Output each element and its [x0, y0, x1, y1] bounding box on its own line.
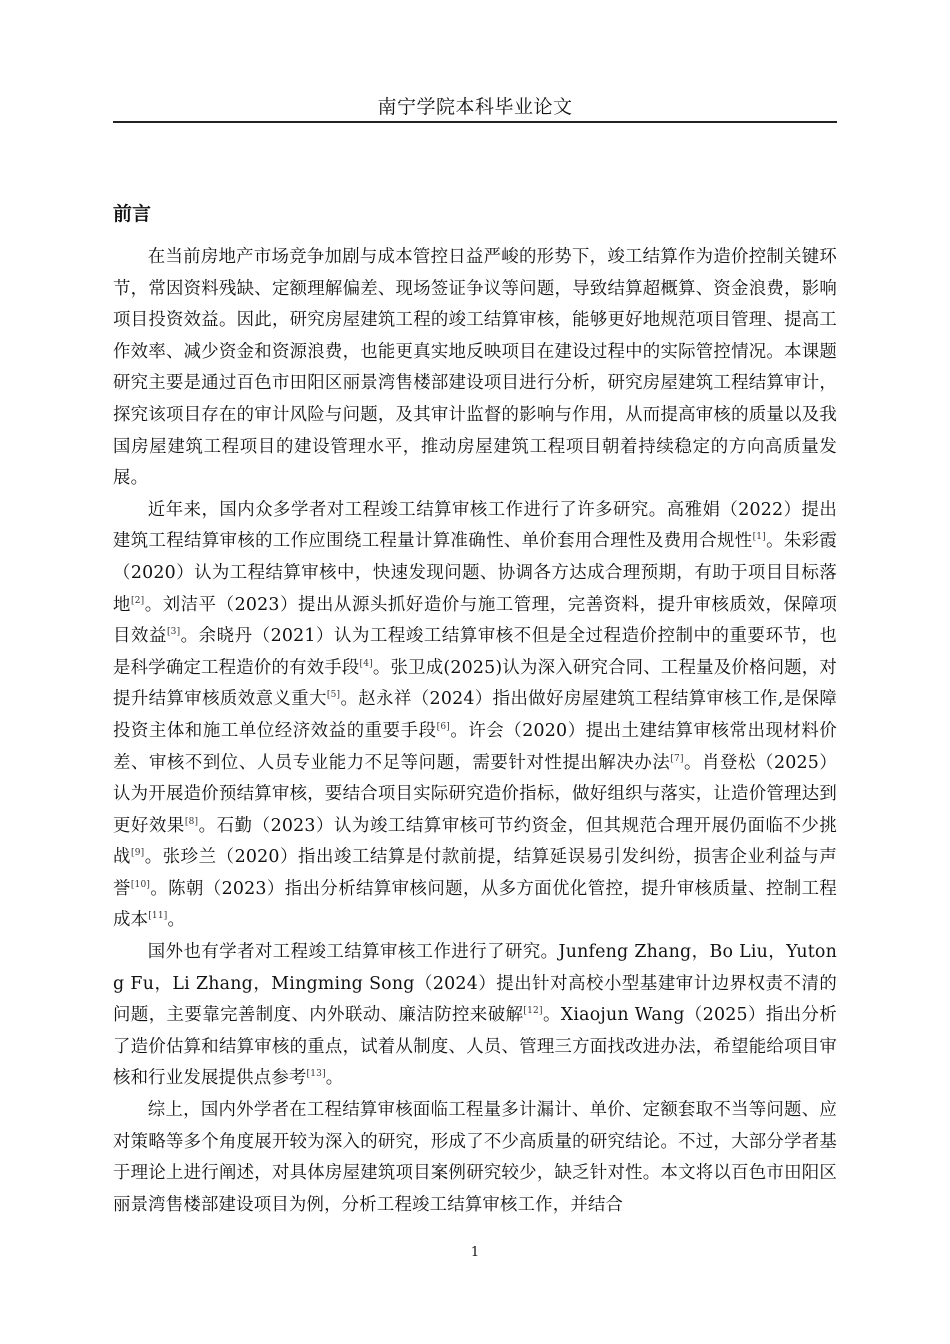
paragraph-text: 综上，国内外学者在工程结算审核面临工程量多计漏计、单价、定额套取不当等问题、应对策略等多个角度展开较为深入的研究，形成了不少高质量的研究结论。不过，大部分学者基于理论上进行阐述，对具体房屋建筑项目案例研究较少，缺乏针对性。本文将以百色市田阳区丽景湾售楼部建设项目为例，分析工程竣工结算审核工作，并结合 [113, 1100, 837, 1215]
header-rule [113, 121, 837, 123]
paragraph-text: 。余晓丹（2021）认为工程竣工结算审核不但是全过程造价控制中的重要环节，也是科学确定工程造价的有效手段 [113, 626, 837, 678]
citation-marker: [1] [752, 532, 766, 543]
paragraph-text: 。朱彩霞（2020）认为工程结算审核中，快速发现问题、协调各方达成合理预期，有助于项目目标落地 [113, 531, 837, 615]
citation-marker: [13] [306, 1069, 326, 1080]
paragraph-text: 。许会（2020）提出土建结算审核常出现材料价差、审核不到位、人员专业能力不足等问题，需要针对性提出解决办法 [113, 720, 837, 773]
main-content [113, 198, 837, 1221]
paragraph-list [113, 242, 837, 1221]
body-paragraph [113, 937, 837, 1095]
paragraph-text: 。张卫成(2025)认为深入研究合同、工程量及价格问题，对提升结算审核质效意义重大 [113, 657, 837, 710]
citation-marker: [5] [326, 690, 341, 701]
paragraph-text: 。Xiaojun Wang（2025）指出分析了造价估算和结算审核的重点，试着从制度、人员、管理三方面找改进办法，希望能给项目审核和行业发展提供点参考 [113, 1005, 837, 1089]
citation-marker: [12] [523, 1006, 543, 1017]
body-paragraph [113, 242, 837, 495]
section-title: 前言 [113, 203, 152, 225]
paragraph-text: 。刘洁平（2023）提出从源头抓好造价与施工管理，完善资料，提升审核质效，保障项目效益 [113, 594, 837, 647]
paragraph-text: 。赵永祥（2024）指出做好房屋建筑工程结算审核工作,是保障投资主体和施工单位经济效益的重要手段 [113, 689, 837, 741]
citation-marker: [10] [130, 880, 151, 891]
page-number: 1 [470, 1245, 480, 1260]
paragraph-text: 。张珍兰（2020）指出竣工结算是付款前提，结算延误易引发纠纷，损害企业利益与声誉 [113, 847, 837, 899]
citation-marker: [4] [359, 658, 373, 669]
paragraph-text: 近年来，国内众多学者对工程竣工结算审核工作进行了许多研究。高雅娟（2022）提出建筑工程结算审核的工作应围绕工程量计算准确性、单价套用合理性及费用合规性 [113, 499, 837, 552]
paragraph-text: 国外也有学者对工程竣工结算审核工作进行了研究。Junfeng Zhang，Bo Liu，Yutong Fu，Li Zhang，Mingming Song（2024）提出针对高校小型基建审计边界权责不清的问题，主要靠完善制度、内外联动、廉洁防控来破解 [113, 942, 837, 1026]
body-paragraph [113, 495, 837, 937]
paragraph-text: 。石勤（2023）认为竣工结算审核可节约资金，但其规范合理开展仍面临不少挑战 [113, 815, 837, 868]
paragraph-text: 。 [167, 910, 186, 931]
paragraph-text: 。肖登松（2025）认为开展造价预结算审核，要结合项目实际研究造价指标，做好组织与落实，让造价管理达到更好效果 [113, 752, 837, 836]
citation-marker: [6] [436, 722, 450, 733]
citation-marker: [8] [184, 816, 199, 827]
citation-marker: [11] [148, 911, 168, 922]
citation-marker: [3] [166, 627, 181, 638]
citation-marker: [9] [130, 848, 145, 859]
paragraph-text: 在当前房地产市场竞争加剧与成本管控日益严峻的形势下，竣工结算作为造价控制关键环节，常因资料残缺、定额理解偏差、现场签证争议等问题，导致结算超概算、资金浪费，影响项目投资效益。因此，研究房屋建筑工程的竣工结算审核，能够更好地规范项目管理、提高工作效率、减少资金和资源浪费，也能更真实地反映项目在建设过程中的实际管控情况。本课题研究主要是通过百色市田阳区丽景湾售楼部建设项目进行分析，研究房屋建筑工程结算审计，探究该项目存在的审计风险与问题，及其审计监督的影响与作用，从而提高审核的质量以及我国房屋建筑工程项目的建设管理水平，推动房屋建筑工程项目朝着持续稳定的方向高质量发展。 [113, 247, 837, 489]
paragraph-text: 。陈朝（2023）指出分析结算审核问题，从多方面优化管控，提升审核质量、控制工程成本 [113, 878, 837, 931]
paragraph-text: 。 [325, 1068, 344, 1089]
citation-marker: [2] [130, 595, 145, 606]
body-paragraph [113, 1095, 837, 1221]
running-header: 南宁学院本科毕业论文 [377, 96, 573, 118]
citation-marker: [7] [670, 753, 684, 764]
